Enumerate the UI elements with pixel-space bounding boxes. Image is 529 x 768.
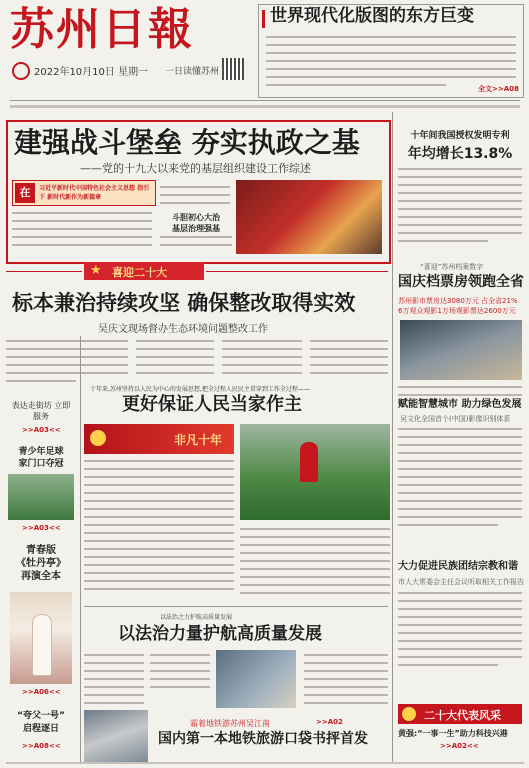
masthead-date: 2022年10月10日 星期一 bbox=[34, 67, 149, 78]
left-item-4-line1: “夸父一号” bbox=[17, 711, 65, 721]
congress-line: 黄强:“一事一生”助力科技兴港 bbox=[398, 729, 508, 738]
kicker-2: 十年来,苏州坚持以人民为中心的发展思想,把全过程人民民主贯穿到工作全过程—— bbox=[90, 386, 310, 393]
center-headline-3: 以法治力量护航高质量发展 bbox=[118, 624, 322, 644]
archive-headline: 国庆档票房领跑全省 bbox=[398, 274, 524, 290]
masthead-title: 苏州日報 bbox=[10, 4, 194, 55]
left-jump-3[interactable]: >>A06<< bbox=[22, 688, 61, 696]
left-item-2-line1: 青少年足球 bbox=[18, 447, 64, 457]
unity-headline: 大力促进民族团结宗教和谐 bbox=[398, 561, 518, 572]
lead-side-title-line1: 斗胆初心大治 bbox=[172, 213, 220, 222]
left-jump-1[interactable]: >>A03<< bbox=[22, 426, 61, 434]
lead-headline: 建强战斗堡垒 夯实执政之基 bbox=[14, 126, 360, 159]
archive-photo bbox=[400, 320, 522, 380]
archive-points bbox=[398, 296, 518, 316]
decade-banner-text: 非凡十年 bbox=[174, 433, 223, 447]
lead-theme-banner bbox=[12, 180, 156, 206]
lead-theme-text: 习近平新时代中国特色社会主义思想 指引下 新时代新作为新篇章 bbox=[39, 185, 150, 201]
decade-emblem-icon bbox=[90, 430, 106, 446]
patent-headline-line2: 年均增长13.8% bbox=[407, 146, 513, 162]
headline-marker bbox=[262, 10, 265, 28]
masthead-divider bbox=[10, 100, 520, 101]
center-main-headline: 标本兼治持续攻坚 确保整改取得实效 bbox=[12, 291, 356, 315]
lead-photo bbox=[236, 180, 382, 254]
right-column-divider bbox=[392, 112, 393, 762]
ad-jump-link[interactable]: >>A02 bbox=[316, 718, 343, 726]
congress-jump-link[interactable]: >>A02<< bbox=[440, 742, 479, 750]
top-right-headline: 世界现代化版图的东方巨变 bbox=[270, 6, 474, 26]
patent-headline-line1: 十年间我国授权发明专利 bbox=[410, 131, 510, 141]
lead-subtitle: ——党的十九大以来党的基层组织建设工作综述 bbox=[80, 162, 311, 175]
decade-banner bbox=[84, 424, 234, 454]
archive-point-2: 6万观众观影1万场观影票达2600万元 bbox=[398, 307, 516, 315]
top-right-jump-link[interactable]: 全文>>A08 bbox=[478, 85, 519, 93]
left-item-2-line2: 家门口夺冠 bbox=[18, 459, 64, 469]
left-jump-2[interactable]: >>A03<< bbox=[22, 524, 61, 532]
banner-star-icon: ★ bbox=[90, 263, 102, 278]
left-item-3-line3: 再演全本 bbox=[21, 571, 61, 582]
masthead-info-strip bbox=[10, 105, 520, 108]
left-item-4 bbox=[6, 710, 76, 736]
center-main-subtitle: 吴庆文现场督办生态环境问题整改工作 bbox=[98, 324, 268, 335]
kicker-3: 以法治之力护航高质量发展 bbox=[160, 614, 233, 621]
patent-headline bbox=[398, 128, 522, 163]
archive-section-tag: “喜迎”苏州档案数字 bbox=[420, 263, 484, 271]
unity-subtitle: 市人大常委会主任会议听取相关工作报告 bbox=[398, 578, 524, 586]
metro-book-photo bbox=[84, 710, 148, 762]
ad-kicker: 霜着地铁游苏州吴江南 bbox=[190, 719, 270, 728]
qr-code bbox=[222, 58, 244, 80]
opera-figure bbox=[32, 614, 52, 676]
banner-text: 喜迎二十大 bbox=[112, 266, 167, 279]
left-column-divider bbox=[80, 336, 81, 764]
congress-badge-text: 二十大代表风采 bbox=[424, 709, 501, 722]
left-item-3-line1: 青春版 bbox=[26, 545, 56, 556]
culture-headline: 赋能智慧城市 助力绿色发展 bbox=[398, 399, 522, 410]
emblem-icon bbox=[12, 62, 30, 80]
left-item-1: 表达走街坊 立即服务 bbox=[11, 401, 71, 421]
left-item-2 bbox=[6, 446, 76, 470]
rule-of-law-photo bbox=[216, 650, 296, 708]
archive-point-1: 苏州影市票房达3080万元 占全省21% bbox=[398, 297, 518, 305]
youth-soccer-photo bbox=[8, 474, 74, 520]
center-red-banner bbox=[84, 262, 204, 280]
congress-badge bbox=[398, 704, 522, 724]
masthead-slogan: 一日读懂苏州 bbox=[165, 67, 220, 77]
left-jump-4[interactable]: >>A08<< bbox=[22, 742, 61, 750]
left-item-4-line2: 启程逐日 bbox=[22, 724, 59, 734]
lead-side-title bbox=[160, 212, 232, 234]
left-item-3 bbox=[6, 544, 76, 583]
left-item-3-line2: 《牡丹亭》 bbox=[16, 558, 66, 569]
lead-side-title-line2: 基层治理强基 bbox=[172, 224, 220, 233]
soccer-player bbox=[300, 442, 318, 482]
ad-headline: 国内第一本地铁旅游口袋书抨首发 bbox=[158, 731, 368, 747]
party-emblem-icon bbox=[402, 707, 416, 721]
lead-theme-tag: 在 bbox=[15, 183, 35, 203]
center-headline-2: 更好保证人民当家作主 bbox=[122, 394, 302, 415]
culture-subtitle: 吴文化全国首个(中国)影像识别体系 bbox=[400, 415, 511, 423]
